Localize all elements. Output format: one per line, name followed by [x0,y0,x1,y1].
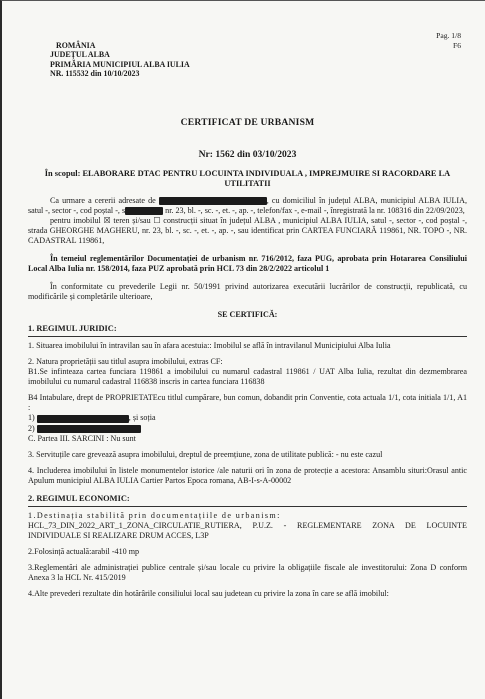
section-legal-regime [28,324,467,486]
document-title: CERTIFICAT DE URBANISM [180,116,315,128]
section-2-title: 2. REGIMUL ECONOMIC: [28,493,130,503]
header-county: JUDEȚUL ALBA [50,50,110,60]
request-text-3: nr. 23, bl. -, sc. -, et. -, ap. -, telefon/fax -, e-mail -, înregistrată la nr. 108316 din 22/09/2023, [165,205,465,215]
divider [28,336,467,337]
redacted-applicant-name [159,197,267,205]
s1-b4-entry: B4 Intabulare, drept de PROPRIETATEcu titlul cumpărare, bun comun, dobandit prin Conventie, cota actuala 1/1, cota initiala 1/1, A1 : [28,393,467,413]
page-number: Pag. 1/8 [436,31,461,40]
certifies-heading: SE CERTIFICĂ: [217,309,278,319]
header-country: ROMÂNIA [56,41,96,50]
redacted-street [125,207,163,215]
redacted-owner-1 [37,415,129,423]
s1-item-3: 3. Servituțile care grevează asupra imobilului, dreptul de preemțiune, zona de utilitate publică: - nu este cazul [28,449,383,459]
header-institution: PRIMĂRIA MUNICIPIUL ALBA IULIA [50,59,190,69]
scope-block [28,169,467,190]
property-text-2: teren și/sau [113,215,151,225]
owner-1-prefix: 1) [28,413,35,423]
regulation-basis: În temeiul reglementărilor Documentației de urbanism nr. 716/2012, faza PUG, aprobata prin Hotararea Consiliului Local Alba Iulia nr. 158/2014, faza PUZ aprobată prin HCL 73 din 28/2/2022 articolul 1 [28,253,467,273]
request-text-1: Ca urmare a cererii adresate de [50,195,156,205]
divider [28,506,467,507]
s2-item-3: 3.Reglementări ale administrației publice centrale și/sau locale cu privire la obligațiile fiscale ale investitorului: Zona D conform Anexa 3 la HCL Nr. 415/2019 [28,563,467,583]
s2-item-1-title: 1.Destinația stabilită prin documentațiile de urbanism: [28,511,281,521]
scope-label: În scopul: [44,168,81,178]
document-header [50,41,467,79]
request-paragraph [28,196,467,216]
s2-item-1-text: HCL_73_DIN_2022_ART_1_ZONA_CIRCULATIE_RUTIERA, P.U.Z. - REGLEMENTARE ZONA DE LOCUINTE INDIVIDUALE SI REALIZARE DRUM ACCES, L3P [28,521,467,541]
property-paragraph [28,216,467,246]
s1-item-2-text: B1.Se infinteaza cartea funciara 119861 a imobilului cu numarul cadastral 119861 / UAT Alba Iulia, rezultat din dezmembrarea imobilului cu numarul cadastral 116838 inscris in cartea funciara 116838 [28,367,467,387]
page-number-block [436,31,461,52]
request-text-2: , cu domiciliul în județul ALBA, municipiul ALBA IULIA, satul -, sector -, cod poștal -, s [28,195,467,215]
owner-line-2 [28,424,467,434]
section-1-title: 1. REGIMUL JURIDIC: [28,323,117,333]
s2-item-2: 2.Folosință actuală:arabil -410 mp [28,547,140,557]
property-text-3: construcții situat în județul ALBA , municipiul ALBA IULIA, satul -, sector -, cod poștal -, strada GHEORGHE MAGHERU, nr. 23, bl. -, sc. -, et. -, ap. -, sau identificat prin CARTEA FUNCIARĂ 119861, NR. TOPO -, NR. CADASTRAL 119861, [28,215,467,245]
s2-item-4: 4.Alte prevederi rezultate din hotărârile consiliului local sau judetean cu privire la zona în care se află imobilul: [28,589,389,599]
form-code: F6 [452,41,461,51]
owner-2-prefix: 2) [28,423,35,433]
s1-part-c: C. Partea III. SARCINI : Nu sunt [28,433,136,443]
owner-1-suffix: , și soția [128,413,156,423]
section-economic-regime [28,494,467,600]
certificate-number: Nr: 1562 din 03/10/2023 [198,148,297,160]
s1-item-2-title: 2. Natura proprietății sau titlul asupra imobilului, extras CF: [28,357,223,367]
redacted-owner-2 [37,425,141,433]
s1-item-1: 1. Situarea imobilului în intravilan sau în afara acestuia:: Imobilul se află în intravilanul Municipiului Alba Iulia [28,341,391,351]
header-registration: NR. 115532 din 10/10/2023 [50,69,140,79]
property-text-1: pentru imobilul [50,215,101,225]
law-basis: În conformitate cu prevederile Legii nr. 50/1991 privind autorizarea executării lucrărilor de construcții, republicată, cu modificările și completările ulterioare, [28,281,467,301]
owner-line-1 [28,413,467,423]
land-checkbox: ☒ [103,215,111,225]
construction-checkbox: ☐ [153,215,161,225]
s1-item-4: 4. Includerea imobilului în listele monumentelor istorice /ale naturii ori în zona de protecție a acestora: Ansamblu situri:Orasul antic Apulum municipiul ALBA IULIA Cartier Partos Epoca romana, AB-I-s-A-00002 [28,465,467,485]
scope-text: ELABORARE DTAC PENTRU LOCUINTA INDIVIDUALA , IMPREJMUIRE SI RACORDARE LA UTILITATII [82,168,451,189]
